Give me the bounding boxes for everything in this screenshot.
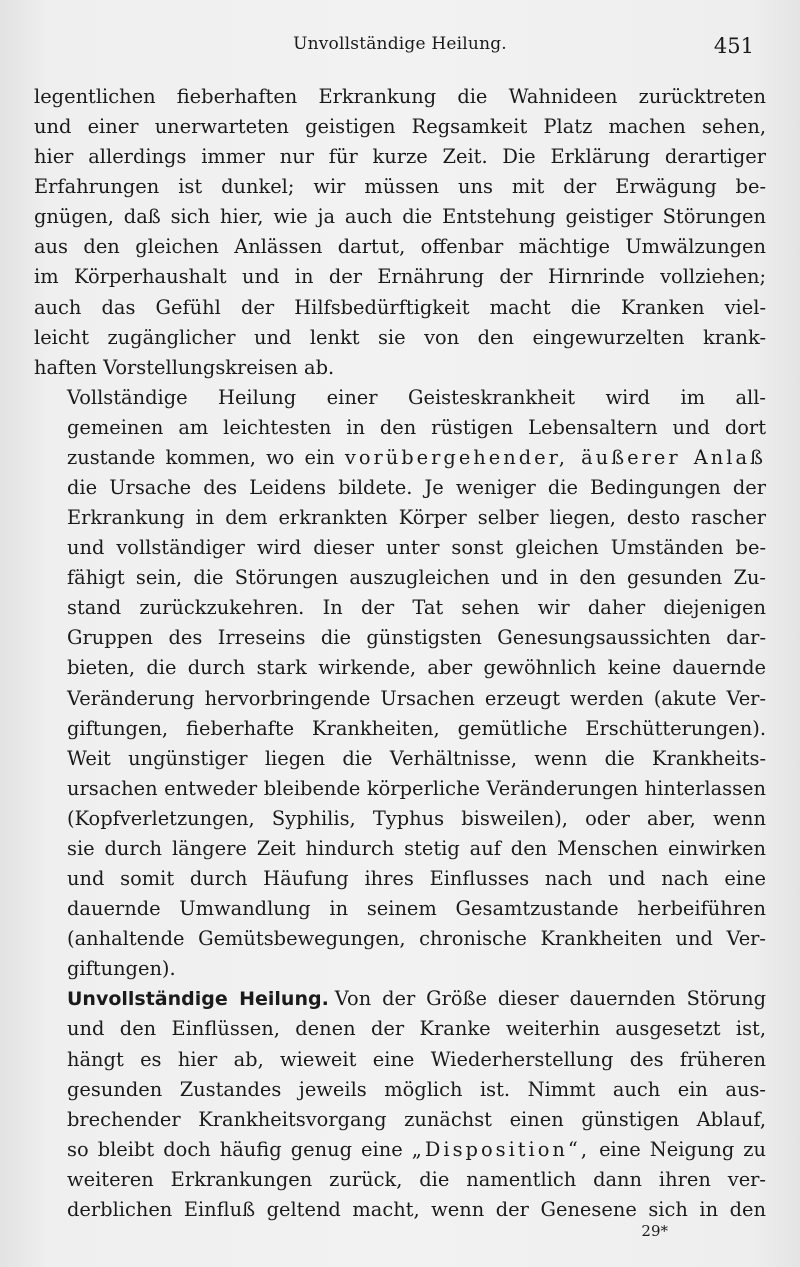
page-number: 451 (713, 34, 754, 58)
text-line: fähigt sein, die Störungen auszugleichen und in den gesunden Zu- (67, 566, 766, 590)
text-line (34, 443, 766, 473)
spaced-emphasis: „Disposition“, (411, 1137, 590, 1161)
text-line: Erkrankung in dem erkrankten Körper selber liegen, desto rascher (67, 506, 766, 530)
text-line: stand zurückzukehren. In der Tat sehen wir daher diejenigen (67, 596, 766, 620)
section-heading: Unvollständige Heilung. (67, 988, 329, 1011)
text-line: dauernde Umwandlung in seinem Gesamtzustande herbeiführen (67, 897, 766, 921)
text-span: Von der Größe dieser dauernden Störung (334, 987, 766, 1011)
text-line: auch das Gefühl der Hilfsbedürftigkeit macht die Kranken viel- (34, 295, 766, 319)
text-line (34, 984, 766, 1014)
text-line: gemeinen am leichtesten in den rüstigen Lebensaltern und dort (67, 415, 766, 439)
text-line: hier allerdings immer nur für kurze Zeit. Die Erklärung derartiger (34, 145, 766, 169)
text-line: (Kopfverletzungen, Syphilis, Typhus bisweilen), oder aber, wenn (67, 806, 766, 830)
text-line: giftungen, fieberhafte Krankheiten, gemütliche Erschütterungen). (67, 716, 766, 740)
body-text (34, 82, 766, 1225)
text-line: Gruppen des Irreseins die günstigsten Genesungsaussichten dar- (67, 626, 766, 650)
text-line: Veränderung hervorbringende Ursachen erzeugt werden (akute Ver- (67, 686, 766, 710)
text-line: haften Vorstellungskreisen ab. (34, 355, 335, 379)
text-span: eine Neigung zu (599, 1137, 767, 1161)
text-line: und den Einflüssen, denen der Kranke weiterhin ausgesetzt ist, (67, 1017, 766, 1041)
text-line: im Körperhaushalt und in der Ernährung der Hirnrinde vollziehen; (34, 265, 766, 289)
paragraph-complete-healing (34, 383, 766, 985)
text-line: Erfahrungen ist dunkel; wir müssen uns mit der Erwägung be- (34, 175, 766, 199)
text-line: weiteren Erkrankungen zurück, die namentlich dann ihren ver- (67, 1167, 766, 1191)
text-line: hängt es hier ab, wieweit eine Wiederherstellung des früheren (67, 1047, 766, 1071)
text-span: zustande kommen, wo ein (67, 445, 335, 469)
text-line: sie durch längere Zeit hindurch stetig auf den Menschen einwirken (67, 836, 766, 860)
running-title: Unvollständige Heilung. (293, 34, 507, 54)
text-line: und einer unerwarteten geistigen Regsamkeit Platz machen sehen, (34, 115, 766, 139)
text-line: ursachen entweder bleibende körperliche Veränderungen hinterlassen (67, 776, 766, 800)
running-head (34, 30, 766, 60)
text-line: bieten, die durch stark wirkende, aber gewöhnlich keine dauernde (67, 656, 766, 680)
spaced-emphasis: vorübergehender, äußerer Anlaß (344, 445, 766, 469)
text-line: Weit ungünstiger liegen die Verhältnisse, wenn die Krankheits- (67, 746, 766, 770)
printer-signature: 29* (641, 1222, 668, 1240)
text-line: giftungen). (67, 957, 176, 981)
text-line: gnügen, daß sich hier, wie ja auch die Entstehung geistiger Störungen (34, 205, 766, 229)
paragraph-continuation (34, 82, 766, 383)
text-line (34, 1135, 766, 1165)
text-line: Vollständige Heilung einer Geisteskrankheit wird im all- (67, 385, 766, 409)
text-line: derblichen Einfluß geltend macht, wenn der Genesene sich in den (67, 1197, 766, 1221)
text-line: legentlichen fieberhaften Erkrankung die Wahnideen zurücktreten (34, 85, 766, 108)
text-line: (anhaltende Gemütsbewegungen, chronische Krankheiten und Ver- (67, 927, 766, 951)
paragraph-incomplete-healing (34, 984, 766, 1225)
text-line: die Ursache des Leidens bildete. Je weniger die Bedingungen der (67, 476, 766, 500)
text-line: aus den gleichen Anlässen dartut, offenbar mächtige Umwälzungen (34, 235, 766, 259)
text-line: brechender Krankheitsvorgang zunächst einen günstigen Ablauf, (67, 1107, 766, 1131)
text-line: und vollständiger wird dieser unter sonst gleichen Umständen be- (67, 536, 766, 560)
text-line: gesunden Zustandes jeweils möglich ist. Nimmt auch ein aus- (67, 1077, 766, 1101)
text-line: leicht zugänglicher und lenkt sie von den eingewurzelten krank- (34, 325, 766, 349)
text-span: so bleibt doch häufig genug eine (67, 1137, 403, 1161)
text-line: und somit durch Häufung ihres Einflusses nach und nach eine (67, 867, 766, 891)
